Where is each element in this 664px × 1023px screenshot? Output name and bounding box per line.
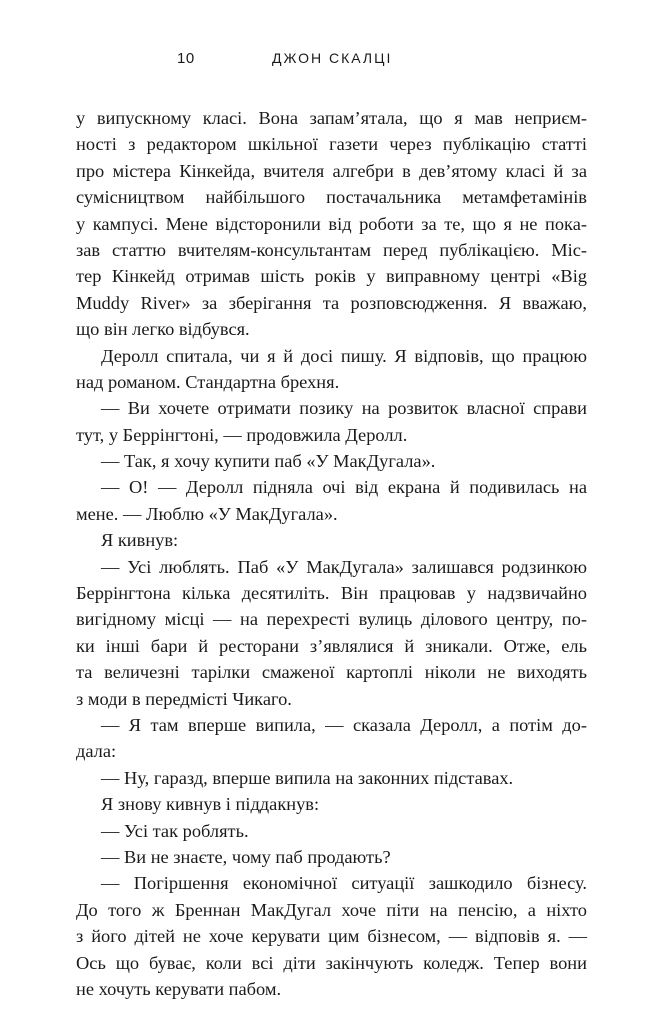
text-line: — Так, я хочу купити паб «У МакДугала». xyxy=(101,451,436,472)
text-line: ності з редактором шкільної газети через публікацію статті xyxy=(76,134,587,155)
running-head: ДЖОН СКАЛЦІ xyxy=(272,50,393,66)
text-line: у випускному класі. Вона запам’ятала, що я мав неприєм- xyxy=(76,108,587,128)
body-text xyxy=(76,105,587,1002)
text-line: та величезні тарілки смаженої картоплі ніколи не виходять xyxy=(76,662,587,683)
page-header xyxy=(0,50,664,70)
text-line: — Усі люблять. Паб «У МакДугала» залишався родзинкою xyxy=(101,556,587,577)
text-line: зав статтю вчителям-консультантам перед публікацією. Міс- xyxy=(76,239,587,260)
text-line: — Погіршення економічної ситуації зашкодило бізнесу. xyxy=(101,873,587,894)
text-line: над романом. Стандартна брехня. xyxy=(76,371,340,392)
page-number: 10 xyxy=(177,50,195,67)
text-line: з його дітей не хоче керувати цим бізнесом, — відповів я. — xyxy=(76,926,587,947)
text-line: сумісництвом найбільшого постачальника метамфетамінів xyxy=(76,187,587,208)
text-line: — Я там вперше випила, — сказала Деролл, а потім до- xyxy=(101,714,587,735)
text-line: — Усі так роблять. xyxy=(101,820,249,841)
text-line: ки інші бари й ресторани з’являлися й зникали. Отже, ель xyxy=(76,635,587,656)
text-line: До того ж Бреннан МакДугал хоче піти на пенсію, а ніхто xyxy=(76,899,587,920)
text-line: — Ви хочете отримати позику на розвиток власної справи xyxy=(101,398,587,419)
text-line: Ось що буває, коли всі діти закінчують коледж. Тепер вони xyxy=(76,952,587,973)
text-line: — О! — Деролл підняла очі від екрана й подивилась на xyxy=(101,477,587,498)
text-line: Muddy River» за зберігання та розповсюдження. Я вважаю, xyxy=(76,292,587,313)
text-line: мене. — Люблю «У МакДугала». xyxy=(76,503,338,524)
text-line: що він легко відбувся. xyxy=(76,319,250,340)
text-line: — Ви не знаєте, чому паб продають? xyxy=(101,846,391,867)
text-line: вигідному місці — на перехресті вулиць ділового центру, по- xyxy=(76,609,587,630)
text-line: тер Кінкейд отримав шість років у виправному центрі «Big xyxy=(76,266,587,287)
text-line: дала: xyxy=(76,741,117,762)
text-line: Беррінгтона кілька десятиліть. Він працював у надзвичайно xyxy=(76,583,587,604)
text-line: не хочуть керувати пабом. xyxy=(76,978,282,999)
text-line: тут, у Беррінгтоні, — продовжила Деролл. xyxy=(76,424,408,445)
text-line: Я знову кивнув і піддакнув: xyxy=(101,794,320,815)
text-line: Я кивнув: xyxy=(101,530,179,551)
text-line: Деролл спитала, чи я й досі пишу. Я відповів, що працюю xyxy=(101,345,587,366)
text-line: — Ну, гаразд, вперше випила на законних підставах. xyxy=(101,767,514,788)
text-line: з моди в передмісті Чикаго. xyxy=(76,688,292,709)
text-line: про містера Кінкейда, вчителя алгебри в дев’ятому класі й за xyxy=(76,160,587,181)
text-line: у кампусі. Мене відсторонили від роботи за те, що я не пока- xyxy=(76,213,587,234)
